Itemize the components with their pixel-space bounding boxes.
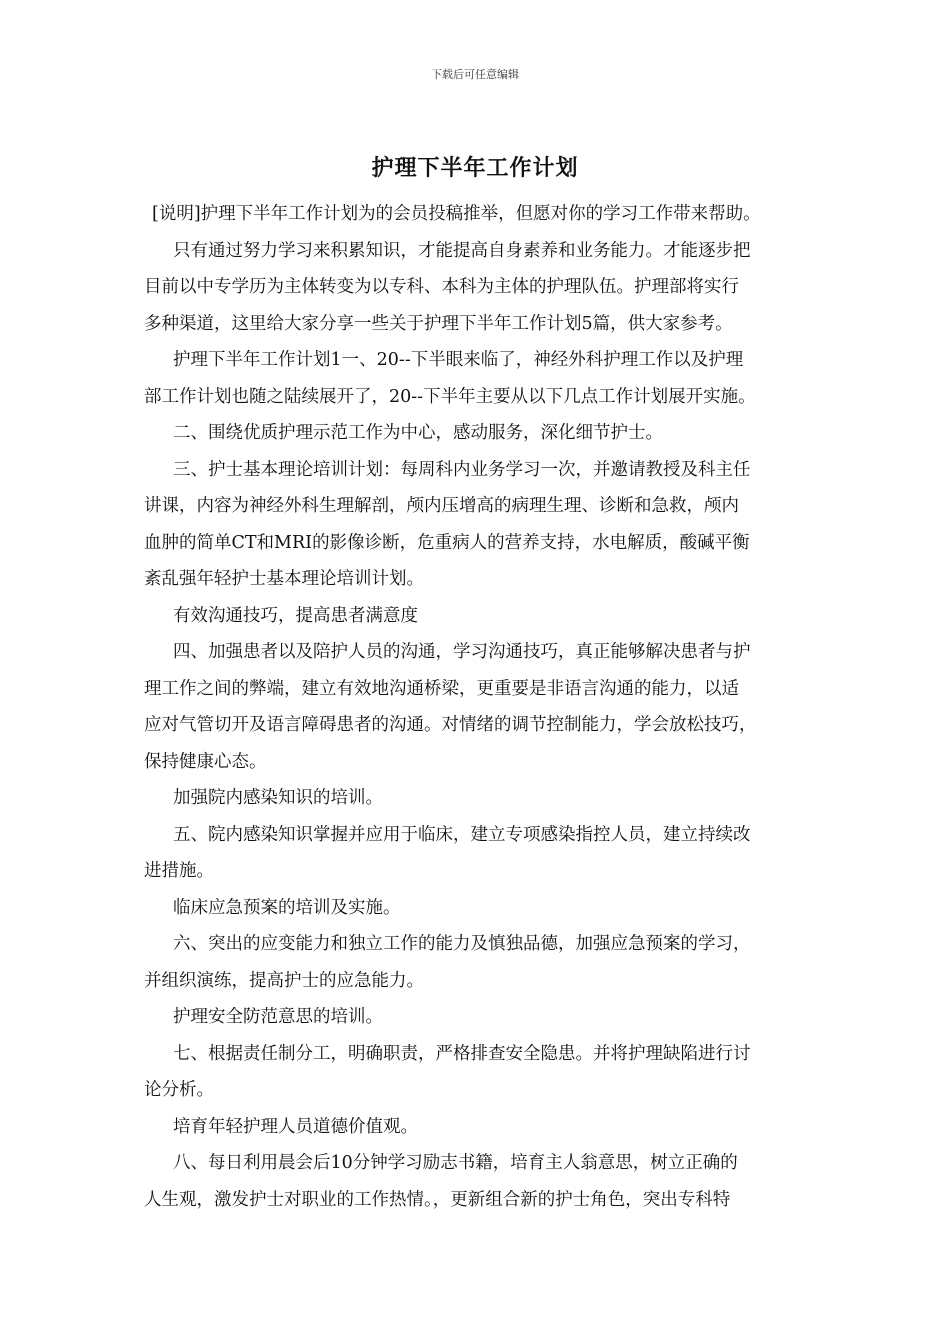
body-line: 三、护士基本理论培训计划：每周科内业务学习一次，并邀请教授及科主任 xyxy=(173,459,751,480)
body-line: 加强院内感染知识的培训。 xyxy=(173,788,383,808)
page-header-note: 下载后可任意编辑 xyxy=(431,68,519,81)
document-body xyxy=(144,196,810,1218)
body-line: 有效沟通技巧，提高患者满意度 xyxy=(173,605,418,626)
body-line: 目前以中专学历为主体转变为以专科、本科为主体的护理队伍。护理部将实行 xyxy=(144,277,739,297)
body-line: 七、根据责任制分工，明确职责，严格排查安全隐患。并将护理缺陷进行讨 xyxy=(173,1043,751,1064)
body-line: 血肿的简单CT和MRI的影像诊断，危重病人的营养支持，水电解质，酸碱平衡 xyxy=(144,532,750,553)
body-line: 四、加强患者以及陪护人员的沟通，学习沟通技巧，真正能够解决患者与护 xyxy=(173,642,751,662)
body-line: 人生观，激发护士对职业的工作热情。，更新组合新的护士角色，突出专科特 xyxy=(144,1189,731,1210)
body-line: 应对气管切开及语言障碍患者的沟通。对情绪的调节控制能力，学会放松技巧， xyxy=(144,715,757,735)
body-line: [说明]护理下半年工作计划为的会员投稿推举，但愿对你的学习工作带来帮助。 xyxy=(152,204,761,224)
body-line: 保持健康心态。 xyxy=(144,751,267,772)
body-line: 部工作计划也随之陆续展开了，20--下半年主要从以下几点工作计划展开实施。 xyxy=(144,386,756,407)
body-line: 紊乱强年轻护士基本理论培训计划。 xyxy=(144,569,424,589)
body-line: 讲课，内容为神经外科生理解剖，颅内压增高的病理生理、诊断和急救，颅内 xyxy=(144,496,739,516)
body-line: 进措施。 xyxy=(144,861,214,881)
body-line: 护理安全防范意思的培训。 xyxy=(173,1007,383,1027)
body-line: 理工作之间的弊端，建立有效地沟通桥梁，更重要是非语言沟通的能力，以适 xyxy=(144,678,739,699)
body-line: 临床应急预案的培训及实施。 xyxy=(173,897,401,918)
body-line: 八、每日利用晨会后10分钟学习励志书籍，培育主人翁意思，树立正确的 xyxy=(173,1153,738,1173)
body-line: 五、院内感染知识掌握并应用于临床，建立专项感染指控人员，建立持续改 xyxy=(173,824,751,845)
body-line: 二、围绕优质护理示范工作为中心，感动服务，深化细节护士。 xyxy=(173,423,663,443)
body-line: 论分析。 xyxy=(144,1080,214,1100)
body-line: 培育年轻护理人员道德价值观。 xyxy=(173,1116,418,1137)
document-title: 护理下半年工作计划 xyxy=(371,156,579,181)
body-line: 护理下半年工作计划1一、20--下半眼来临了，神经外科护理工作以及护理 xyxy=(173,350,744,370)
body-line: 多种渠道，这里给大家分享一些关于护理下半年工作计划5篇，供大家参考。 xyxy=(144,313,733,334)
body-line: 六、突出的应变能力和独立工作的能力及慎独品德，加强应急预案的学习， xyxy=(173,934,751,954)
body-line: 并组织演练，提高护士的应急能力。 xyxy=(144,970,424,991)
body-line: 只有通过努力学习来积累知识，才能提高自身素养和业务能力。才能逐步把 xyxy=(173,240,751,261)
